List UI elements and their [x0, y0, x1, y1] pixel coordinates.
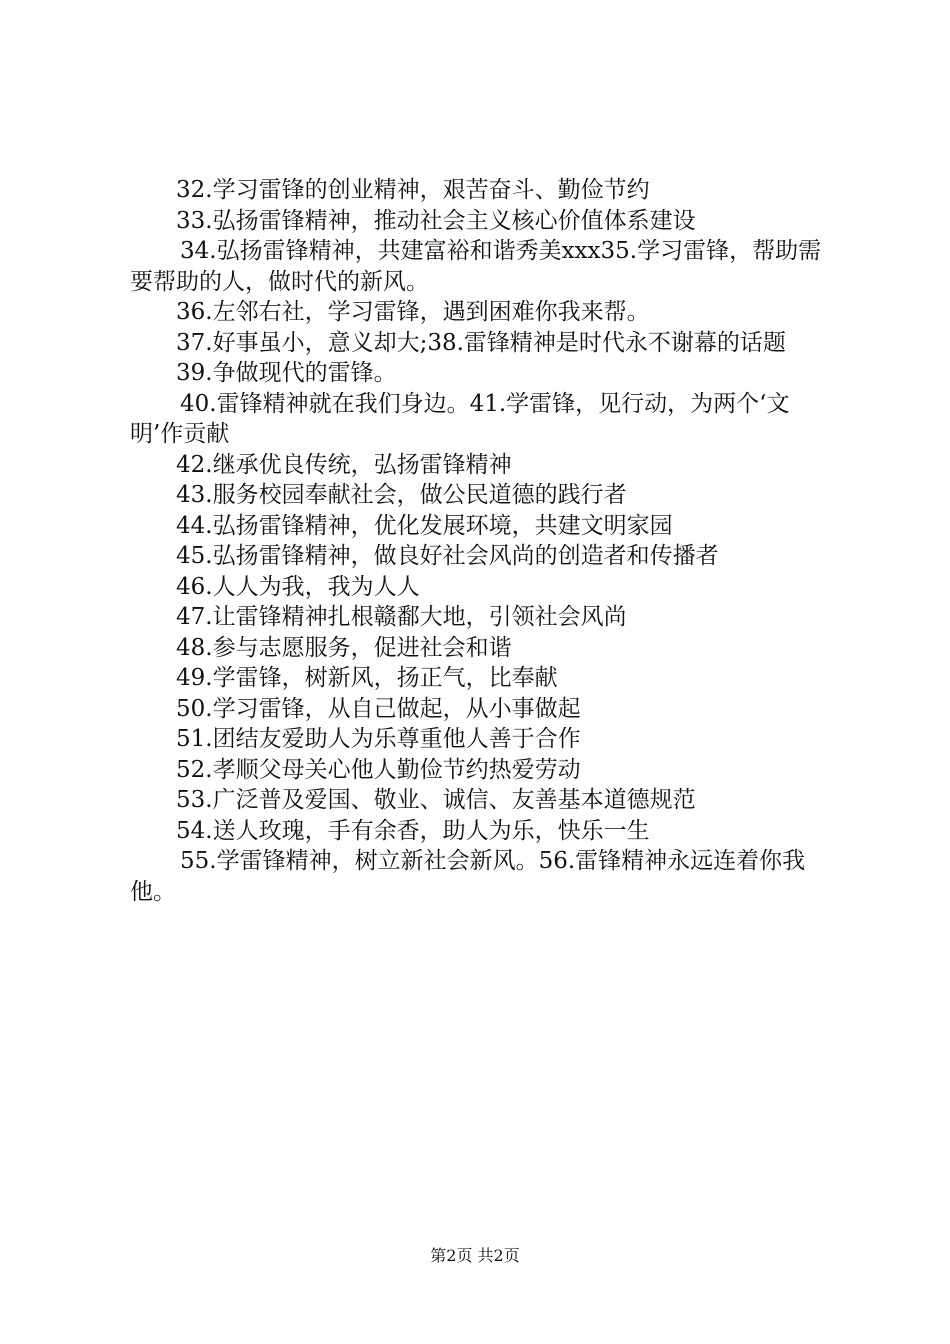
slogan-line-36: 36.左邻右社，学习雷锋，遇到困难你我来帮。: [176, 299, 650, 325]
slogan-line-48: 48.参与志愿服务，促进社会和谐: [176, 634, 512, 661]
slogan-line-54: 54.送人玫瑰，手有余香，助人为乐，快乐一生: [176, 817, 650, 844]
slogan-line-43: 43.服务校园奉献社会，做公民道德的践行者: [176, 482, 627, 508]
slogan-line-55-56: 55.学雷锋精神，树立新社会新风。56.雷锋精神永远连着你我他。: [130, 848, 806, 905]
slogan-line-44: 44.弘扬雷锋精神，优化发展环境，共建文明家园: [176, 512, 673, 539]
slogan-line-49: 49.学雷锋，树新风，扬正气，比奉献: [176, 665, 558, 691]
slogan-line-52: 52.孝顺父母关心他人勤俭节约热爱劳动: [176, 756, 581, 783]
slogan-line-32: 32.学习雷锋的创业精神，艰苦奋斗、勤俭节约: [176, 177, 650, 203]
slogan-line-50: 50.学习雷锋，从自己做起，从小事做起: [176, 695, 581, 722]
page-footer: 第2页 共2页: [430, 1246, 520, 1265]
slogan-line-39: 39.争做现代的雷锋。: [176, 360, 397, 386]
slogan-list: [130, 175, 830, 907]
slogan-line-37-38: 37.好事虽小，意义却大;38.雷锋精神是时代永不谢幕的话题: [176, 329, 786, 356]
slogan-line-33: 33.弘扬雷锋精神，推动社会主义核心价值体系建设: [176, 207, 696, 234]
slogan-line-53: 53.广泛普及爱国、敬业、诚信、友善基本道德规范: [176, 787, 696, 813]
slogan-line-34-35: 34.弘扬雷锋精神，共建富裕和谐秀美xxx35.学习雷锋，帮助需要帮助的人，做时代的新风。: [130, 238, 822, 295]
slogan-line-47: 47.让雷锋精神扎根赣鄱大地，引领社会风尚: [176, 604, 627, 630]
slogan-line-46: 46.人人为我，我为人人: [176, 573, 420, 600]
slogan-line-45: 45.弘扬雷锋精神，做良好社会风尚的创造者和传播者: [176, 543, 719, 569]
slogan-line-51: 51.团结友爱助人为乐尊重他人善于合作: [176, 726, 581, 752]
slogan-line-42: 42.继承优良传统，弘扬雷锋精神: [176, 451, 512, 478]
slogan-line-40-41: 40.雷锋精神就在我们身边。41.学雷锋，见行动，为两个‘文明’作贡献: [130, 390, 790, 447]
